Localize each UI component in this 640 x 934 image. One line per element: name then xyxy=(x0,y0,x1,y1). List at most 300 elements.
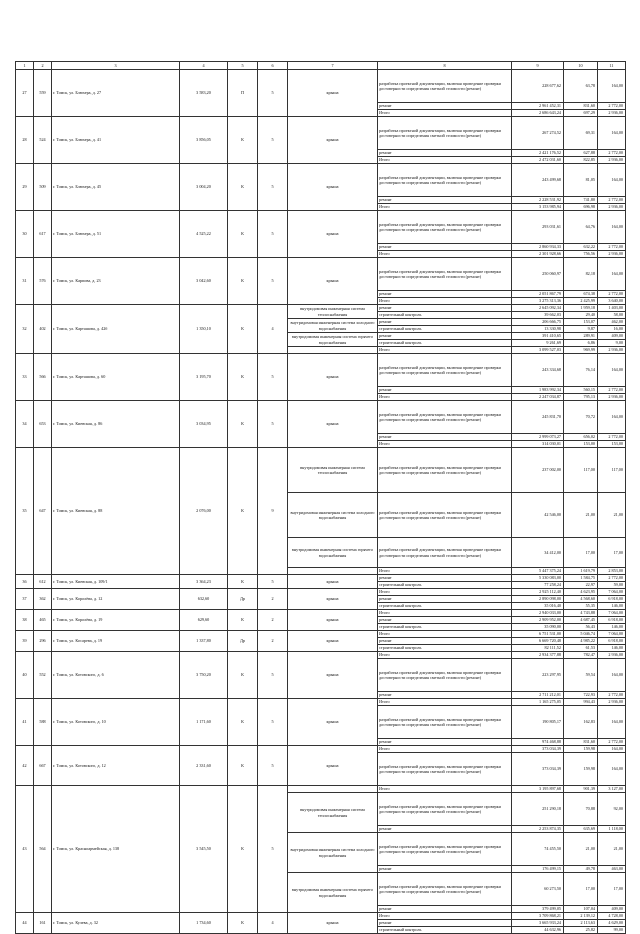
cost-total: 13 330,98 xyxy=(512,326,564,333)
cost-total: 228 677,62 xyxy=(512,70,564,103)
work-type: крыша xyxy=(288,913,378,934)
row-number: 33 xyxy=(16,354,34,401)
work-type: крыша xyxy=(288,589,378,610)
work-type xyxy=(288,786,378,793)
cost-per-m2: 2 425,99 xyxy=(564,298,598,305)
cost-total: 9 261,69 xyxy=(512,340,564,347)
cost-total: 223 297,95 xyxy=(512,659,564,692)
cost-per-m2: 782,47 xyxy=(564,652,598,659)
work-description: строительный контроль xyxy=(378,603,512,610)
house-id: 612 xyxy=(34,575,52,589)
area: 1 350,10 xyxy=(180,305,228,354)
address: г. Томск, ул. Блюхера, д. 41 xyxy=(52,117,180,164)
work-description: ремонт xyxy=(378,305,512,312)
cost-per-m2: 22,97 xyxy=(564,582,598,589)
address: г. Томск, ул. Блюхера, д. 51 xyxy=(52,211,180,258)
cost-total: 373 034,39 xyxy=(512,753,564,786)
table-row xyxy=(16,448,626,493)
cost-limit: 164,00 xyxy=(598,117,626,150)
cost-total: 5 330 083,00 xyxy=(512,575,564,582)
work-description: Итого xyxy=(378,589,512,596)
work-description: разработка проектной документации, включая проведение проверки достоверности определения сметной стоимости (ремонт) xyxy=(378,833,512,866)
cost-per-m2: 21,00 xyxy=(564,833,598,866)
cost-per-m2: 635,69 xyxy=(564,826,598,833)
cost-total: 243 499,68 xyxy=(512,164,564,197)
work-description: строительный контроль xyxy=(378,326,512,333)
table-row xyxy=(16,913,626,920)
area: 629,60 xyxy=(180,610,228,631)
cost-per-m2: 822,85 xyxy=(564,157,598,164)
work-description: Итого xyxy=(378,652,512,659)
table-row xyxy=(16,631,626,638)
work-type: крыша xyxy=(288,610,378,631)
work-description: разработка проектной документации, включая проведение проверки достоверности определения сметной стоимости (ремонт) xyxy=(378,706,512,739)
work-description: ремонт xyxy=(378,333,512,340)
house-id: 509 xyxy=(34,164,52,211)
table-row xyxy=(16,746,626,753)
header-cell: 8 xyxy=(378,62,512,70)
work-description: Итого xyxy=(378,913,512,920)
work-type: внутридомовая инженерная система горячего водоснабжения xyxy=(288,333,378,347)
area: 632,60 xyxy=(180,589,228,610)
work-description: разработка проектной документации, включая проведение проверки достоверности определения сметной стоимости (ремонт) xyxy=(378,793,512,826)
cost-total: 3 099 527,03 xyxy=(512,347,564,354)
cost-total: 74 455,50 xyxy=(512,833,564,866)
cost-per-m2: 741,80 xyxy=(564,197,598,204)
floors: 5 xyxy=(258,652,288,699)
work-description: ремонт xyxy=(378,826,512,833)
row-number: 34 xyxy=(16,401,34,448)
work-type: внутридомовая инженерная система холодного водоснабжения xyxy=(288,319,378,333)
floors: 5 xyxy=(258,211,288,258)
work-type: внутридомовая инженерная система холодного водоснабжения xyxy=(288,493,378,538)
house-id: 559 xyxy=(34,70,52,117)
header-cell: 6 xyxy=(258,62,288,70)
cost-total: 35 016,40 xyxy=(512,603,564,610)
work-description: ремонт xyxy=(378,906,512,913)
address: г. Томск, ул. Котовского, д. 10 xyxy=(52,699,180,746)
cost-per-m2: 4 743,88 xyxy=(564,610,598,617)
cost-limit: 164,00 xyxy=(598,164,626,197)
work-description: ремонт xyxy=(378,103,512,110)
work-description: Итого xyxy=(378,347,512,354)
address: г. Томск, ул. Киевская, д. 86 xyxy=(52,401,180,448)
cost-limit: 146,00 xyxy=(598,603,626,610)
cost-limit: 9,00 xyxy=(598,340,626,347)
cost-limit: 16,00 xyxy=(598,326,626,333)
cost-per-m2: 21,00 xyxy=(564,493,598,538)
work-type: крыша xyxy=(288,575,378,589)
floors: 9 xyxy=(258,448,288,575)
work-description: ремонт xyxy=(378,739,512,746)
cost-per-m2: 1 619,79 xyxy=(564,568,598,575)
floors: 5 xyxy=(258,164,288,211)
area: 1 337,80 xyxy=(180,631,228,652)
floors: 5 xyxy=(258,786,288,913)
row-number: 27 xyxy=(16,70,34,117)
cost-total: 2 301 928,66 xyxy=(512,251,564,258)
cost-total: 2 247 034,87 xyxy=(512,394,564,401)
cost-per-m2: 2 113,63 xyxy=(564,920,598,927)
address: г. Томск, ул. Косарева, д. 19 xyxy=(52,631,180,652)
cost-limit: 7 064,00 xyxy=(598,631,626,638)
cost-total: 35 090,00 xyxy=(512,624,564,631)
cost-total: 250 060,97 xyxy=(512,258,564,291)
cost-total: 237 002,00 xyxy=(512,448,564,493)
cost-total: 206 666,75 xyxy=(512,319,564,326)
wall-material: К xyxy=(228,354,258,401)
cost-per-m2: 56,43 xyxy=(564,624,598,631)
area: 1 171,60 xyxy=(180,699,228,746)
work-description: Итого xyxy=(378,204,512,211)
row-number: 35 xyxy=(16,448,34,575)
cost-per-m2: 969,99 xyxy=(564,347,598,354)
cost-limit: 164,00 xyxy=(598,746,626,753)
work-description: строительный контроль xyxy=(378,927,512,934)
row-number: 32 xyxy=(16,305,34,354)
cost-per-m2: 289,91 xyxy=(564,333,598,340)
wall-material: К xyxy=(228,117,258,164)
work-description: ремонт xyxy=(378,596,512,603)
cost-limit: 164,00 xyxy=(598,211,626,244)
cost-total: 251 290,18 xyxy=(512,793,564,826)
cost-total: 42 546,00 xyxy=(512,493,564,538)
cost-per-m2: 831,60 xyxy=(564,739,598,746)
work-description: ремонт xyxy=(378,291,512,298)
cost-limit: 3 127,00 xyxy=(598,786,626,793)
cost-total: 39 662,03 xyxy=(512,312,564,319)
work-type: крыша xyxy=(288,211,378,258)
work-description: разработка проектной документации, включая проведение проверки достоверности определения сметной стоимости (ремонт) xyxy=(378,354,512,387)
cost-limit: 409,00 xyxy=(598,333,626,340)
wall-material: К xyxy=(228,448,258,575)
cost-limit: 2 936,00 xyxy=(598,157,626,164)
cost-per-m2: 560,15 xyxy=(564,387,598,394)
house-id: 465 xyxy=(34,610,52,631)
cost-limit: 2 853,00 xyxy=(598,568,626,575)
cost-total: 974 468,88 xyxy=(512,739,564,746)
cost-per-m2: 153,07 xyxy=(564,319,598,326)
house-id: 617 xyxy=(34,211,52,258)
work-type xyxy=(288,347,378,354)
area: 3 364,23 xyxy=(180,575,228,589)
cost-per-m2: 795,13 xyxy=(564,394,598,401)
work-description: строительный контроль xyxy=(378,624,512,631)
table-row xyxy=(16,258,626,291)
cost-total: 2 421 176,52 xyxy=(512,150,564,157)
table-row xyxy=(16,354,626,387)
cost-per-m2: 1 584,75 xyxy=(564,575,598,582)
cost-limit: 2 772,00 xyxy=(598,387,626,394)
wall-material: П xyxy=(228,70,258,117)
cost-limit: 146,00 xyxy=(598,624,626,631)
cost-limit: 59,00 xyxy=(598,582,626,589)
cost-limit: 409,00 xyxy=(598,906,626,913)
cost-per-m2: 674,38 xyxy=(564,291,598,298)
cost-limit: 6 918,00 xyxy=(598,617,626,624)
wall-material: К xyxy=(228,610,258,631)
row-number: 29 xyxy=(16,164,34,211)
cost-total: 2 961 452,31 xyxy=(512,103,564,110)
cost-total: 2 228 531,92 xyxy=(512,197,564,204)
cost-per-m2: 4 623,95 xyxy=(564,589,598,596)
cost-per-m2: 4 687,45 xyxy=(564,617,598,624)
wall-material: К xyxy=(228,401,258,448)
cost-total: 2 934 377,88 xyxy=(512,652,564,659)
header-cell: 2 xyxy=(34,62,52,70)
cost-total: 3 153 985,94 xyxy=(512,204,564,211)
cost-per-m2: 70,88 xyxy=(564,793,598,826)
work-description: ремонт xyxy=(378,319,512,326)
floors: 5 xyxy=(258,746,288,786)
cost-limit: 17,00 xyxy=(598,538,626,568)
work-type: крыша xyxy=(288,699,378,746)
address: г. Томск, ул. Королёва, д. 19 xyxy=(52,610,180,631)
work-description: разработка проектной документации, включая проведение проверки достоверности определения сметной стоимости (ремонт) xyxy=(378,70,512,103)
floors: 5 xyxy=(258,401,288,448)
wall-material: Др xyxy=(228,631,258,652)
cost-per-m2: 70,72 xyxy=(564,401,598,434)
cost-limit: 2 936,00 xyxy=(598,204,626,211)
cost-per-m2: 49,78 xyxy=(564,866,598,873)
row-number: 37 xyxy=(16,589,34,610)
wall-material: К xyxy=(228,211,258,258)
cost-limit: 3 640,00 xyxy=(598,298,626,305)
area: 2 076,00 xyxy=(180,448,228,575)
work-description: ремонт xyxy=(378,692,512,699)
cost-total: 314 030,01 xyxy=(512,441,564,448)
address: г. Томск, ул. Блюхера, д. 45 xyxy=(52,164,180,211)
cost-total: 2 711 212,01 xyxy=(512,692,564,699)
row-number: 40 xyxy=(16,652,34,699)
cost-per-m2: 63,78 xyxy=(564,70,598,103)
cost-limit: 164,00 xyxy=(598,706,626,739)
cost-limit: 2 772,00 xyxy=(598,244,626,251)
area: 4 525,22 xyxy=(180,211,228,258)
cost-total: 2 940 033,00 xyxy=(512,610,564,617)
cost-limit: 58,00 xyxy=(598,312,626,319)
address: г. Томск, ул. Красноармейская, д. 138 xyxy=(52,786,180,913)
address: г. Томск, ул. Карташова, д. 60 xyxy=(52,354,180,401)
wall-material: К xyxy=(228,305,258,354)
table-row xyxy=(16,589,626,596)
house-id: 588 xyxy=(34,699,52,746)
cost-total: 2 686 643,24 xyxy=(512,110,564,117)
work-type: крыша xyxy=(288,652,378,699)
area: 3 004,20 xyxy=(180,164,228,211)
cost-limit: 463,00 xyxy=(598,866,626,873)
cost-per-m2: 55,35 xyxy=(564,603,598,610)
row-number: 28 xyxy=(16,117,34,164)
work-description: Итого xyxy=(378,394,512,401)
floors: 4 xyxy=(258,913,288,934)
work-description: ремонт xyxy=(378,638,512,645)
house-id: 362 xyxy=(34,589,52,610)
cost-per-m2: 722,93 xyxy=(564,692,598,699)
cost-total: 3 665 933,24 xyxy=(512,920,564,927)
cost-per-m2: 153,00 xyxy=(564,441,598,448)
row-number: 43 xyxy=(16,786,34,913)
cost-limit: 2 936,00 xyxy=(598,394,626,401)
work-description: Итого xyxy=(378,251,512,258)
work-description: разработка проектной документации, включая проведение проверки достоверности определения сметной стоимости (ремонт) xyxy=(378,211,512,244)
work-description: ремонт xyxy=(378,575,512,582)
work-type: крыша xyxy=(288,746,378,786)
cost-per-m2: 627,88 xyxy=(564,150,598,157)
work-description: ремонт xyxy=(378,197,512,204)
row-number: 41 xyxy=(16,699,34,746)
work-description: Итого xyxy=(378,298,512,305)
cost-total: 190 805,17 xyxy=(512,706,564,739)
house-id: 647 xyxy=(34,448,52,575)
cost-limit: 1 118,00 xyxy=(598,826,626,833)
cost-limit: 164,00 xyxy=(598,659,626,692)
cost-per-m2: 25,82 xyxy=(564,927,598,934)
work-description: Итого xyxy=(378,699,512,706)
cost-limit: 2 772,00 xyxy=(598,291,626,298)
wall-material: К xyxy=(228,913,258,934)
cost-total: 82 111,52 xyxy=(512,645,564,652)
table-row xyxy=(16,610,626,617)
floors: 2 xyxy=(258,589,288,610)
row-number: 36 xyxy=(16,575,34,589)
table-row xyxy=(16,117,626,150)
floors: 5 xyxy=(258,117,288,164)
wall-material: К xyxy=(228,699,258,746)
cost-limit: 21,00 xyxy=(598,493,626,538)
cost-limit: 2 936,00 xyxy=(598,110,626,117)
address: г. Томск, ул. Блюхера, д. 27 xyxy=(52,70,180,117)
cost-total: 1 165 275,05 xyxy=(512,699,564,706)
header-cell: 5 xyxy=(228,62,258,70)
cost-total: 391 410,65 xyxy=(512,333,564,340)
address: г. Томск, ул. Карташова, д. 42б xyxy=(52,305,180,354)
cost-per-m2: 6,86 xyxy=(564,340,598,347)
work-description: разработка проектной документации, включая проведение проверки достоверности определения сметной стоимости (ремонт) xyxy=(378,258,512,291)
row-number: 44 xyxy=(16,913,34,934)
cost-total: 293 031,61 xyxy=(512,211,564,244)
table-row xyxy=(16,70,626,103)
cost-total: 176 499,15 xyxy=(512,866,564,873)
work-description: разработка проектной документации, включая проведение проверки достоверности определения сметной стоимости (ремонт) xyxy=(378,659,512,692)
cost-total: 3 195 897,68 xyxy=(512,786,564,793)
cost-per-m2: 159,98 xyxy=(564,753,598,786)
work-type: внутридомовая инженерная система теплоснабжения xyxy=(288,305,378,319)
cost-limit: 462,00 xyxy=(598,319,626,326)
house-id: 653 xyxy=(34,401,52,448)
cost-per-m2: 61,53 xyxy=(564,645,598,652)
work-description: разработка проектной документации, включая проведение проверки достоверности определения сметной стоимости (ремонт) xyxy=(378,753,512,786)
cost-per-m2: 632,22 xyxy=(564,244,598,251)
wall-material: Др xyxy=(228,589,258,610)
cost-per-m2: 76,14 xyxy=(564,354,598,387)
house-id: 667 xyxy=(34,746,52,786)
work-type: внутридомовая инженерная система теплоснабжения xyxy=(288,448,378,493)
area: 3 583,20 xyxy=(180,70,228,117)
cost-total: 373 034,39 xyxy=(512,746,564,753)
work-description: ремонт xyxy=(378,244,512,251)
cost-limit: 4 629,00 xyxy=(598,920,626,927)
cost-per-m2: 4 568,60 xyxy=(564,596,598,603)
cost-per-m2: 656,02 xyxy=(564,434,598,441)
address: г. Томск, ул. Котовского, д. 12 xyxy=(52,746,180,786)
header-cell: 9 xyxy=(512,62,564,70)
table-row xyxy=(16,211,626,244)
wall-material: К xyxy=(228,575,258,589)
cost-total: 2 051 867,79 xyxy=(512,291,564,298)
cost-limit: 2 772,00 xyxy=(598,150,626,157)
cost-per-m2: 1 959,18 xyxy=(564,305,598,312)
cost-limit: 164,00 xyxy=(598,70,626,103)
cost-total: 267 274,52 xyxy=(512,117,564,150)
work-description: Итого xyxy=(378,110,512,117)
header-cell: 1 xyxy=(16,62,34,70)
work-description: Итого xyxy=(378,610,512,617)
work-description: разработка проектной документации, включая проведение проверки достоверности определения сметной стоимости (ремонт) xyxy=(378,873,512,906)
floors: 5 xyxy=(258,354,288,401)
header-cell: 4 xyxy=(180,62,228,70)
work-description: Итого xyxy=(378,568,512,575)
cost-limit: 164,00 xyxy=(598,753,626,786)
wall-material: К xyxy=(228,652,258,699)
cost-total: 2 645 092,34 xyxy=(512,305,564,312)
cost-per-m2: 696,98 xyxy=(564,204,598,211)
floors: 5 xyxy=(258,699,288,746)
row-number: 30 xyxy=(16,211,34,258)
cost-limit: 2 936,00 xyxy=(598,652,626,659)
cost-per-m2: 82,18 xyxy=(564,258,598,291)
cost-per-m2: 756,56 xyxy=(564,251,598,258)
cost-total: 44 632,96 xyxy=(512,927,564,934)
cost-total: 2 999 073,27 xyxy=(512,434,564,441)
table-row xyxy=(16,401,626,434)
cost-limit: 2 936,00 xyxy=(598,699,626,706)
table-row xyxy=(16,164,626,197)
cost-per-m2: 994,43 xyxy=(564,699,598,706)
cost-limit: 146,00 xyxy=(598,645,626,652)
repair-schedule-table xyxy=(15,61,626,934)
cost-per-m2: 17,00 xyxy=(564,538,598,568)
cost-limit: 164,00 xyxy=(598,258,626,291)
work-type xyxy=(288,568,378,575)
cost-per-m2: 4 985,22 xyxy=(564,638,598,645)
cost-limit: 4 728,00 xyxy=(598,913,626,920)
cost-limit: 92,00 xyxy=(598,793,626,826)
cost-limit: 17,00 xyxy=(598,873,626,906)
cost-limit: 164,00 xyxy=(598,354,626,387)
house-id: 524 xyxy=(34,117,52,164)
cost-limit: 99,00 xyxy=(598,927,626,934)
work-type: крыша xyxy=(288,258,378,305)
cost-per-m2: 162,83 xyxy=(564,706,598,739)
table-row xyxy=(16,305,626,312)
work-description: разработка проектной документации, включая проведение проверки достоверности определения сметной стоимости (ремонт) xyxy=(378,538,512,568)
address: г. Томск, ул. Киевская, д. 88 xyxy=(52,448,180,575)
wall-material: К xyxy=(228,746,258,786)
work-description: Итого xyxy=(378,631,512,638)
house-id: 402 xyxy=(34,305,52,354)
work-description: разработка проектной документации, включая проведение проверки достоверности определения сметной стоимости (ремонт) xyxy=(378,401,512,434)
address: г. Томск, ул. Котовского, д. 6 xyxy=(52,652,180,699)
cost-total: 77 258,24 xyxy=(512,582,564,589)
area: 3 750,20 xyxy=(180,652,228,699)
area: 2 331,60 xyxy=(180,746,228,786)
work-description: разработка проектной документации, включая проведение проверки достоверности определения сметной стоимости (ремонт) xyxy=(378,493,512,538)
table-row xyxy=(16,786,626,793)
cost-total: 1 983 992,34 xyxy=(512,387,564,394)
work-description: ремонт xyxy=(378,434,512,441)
cost-total: 379 499,05 xyxy=(512,906,564,913)
